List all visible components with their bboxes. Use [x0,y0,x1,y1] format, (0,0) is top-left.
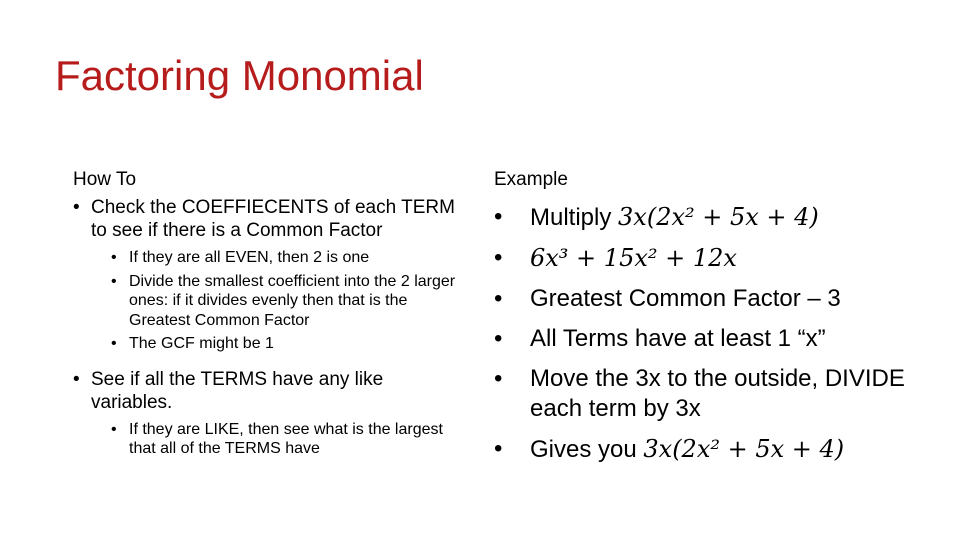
list-item [494,284,924,314]
list-item [494,434,924,465]
bullet-icon: • [111,249,117,266]
bullet-icon: • [111,335,117,352]
multiply-expression: 3x(2x² + 5x + 4) [618,203,819,231]
bullet-icon: • [494,435,503,462]
how-to-column [73,168,468,463]
example-column [494,168,924,475]
bullet-icon: • [494,285,503,312]
sub-list-item [73,248,468,268]
list-item [73,368,468,414]
example-heading: Example [494,169,568,190]
bullet-icon: • [73,197,80,218]
example-list [494,202,924,465]
multiply-label: Multiply [530,204,612,231]
sub-list-item-text: The GCF might be 1 [129,335,274,352]
bullet-icon: • [73,368,80,390]
slide-title: Factoring Monomial [55,52,424,99]
gcf-text: Greatest Common Factor – 3 [530,285,841,312]
gives-expression: 3x(2x² + 5x + 4) [643,435,845,463]
bullet-icon: • [494,325,503,352]
sub-list-item-text: Divide the smallest coefficient into the 2 larger ones: if it divides evenly then that is the Greatest Common Factor [129,272,456,329]
bullet-icon: • [494,203,503,230]
bullet-icon: • [494,365,503,392]
product-expression: 6x³ + 15x² + 12x [530,244,737,272]
how-to-list [73,196,468,459]
move-text: Move the 3x to the outside, DIVIDE each term by 3x [530,365,905,422]
bullet-icon: • [111,272,117,290]
sub-list-item-text: If they are all EVEN, then 2 is one [129,249,370,266]
sub-list-item [73,272,468,331]
all-terms-text: All Terms have at least 1 “x” [530,325,826,352]
sub-list-item [73,334,468,354]
list-item-text: Check the COEFFIECENTS of each TERM to see if there is a Common Factor [91,197,455,241]
list-item [494,324,924,354]
bullet-icon: • [494,244,503,271]
sub-list-item-text: If they are LIKE, then see what is the largest that all of the TERMS have [129,420,443,457]
sub-list-item [73,420,468,459]
list-item [494,202,924,233]
gives-label: Gives you [530,436,637,463]
list-item [494,364,924,424]
how-to-heading: How To [73,169,137,190]
list-item [73,196,468,242]
bullet-icon: • [111,420,117,438]
list-item [494,243,924,274]
list-item-text: See if all the TERMS have any like variables. [91,368,384,413]
